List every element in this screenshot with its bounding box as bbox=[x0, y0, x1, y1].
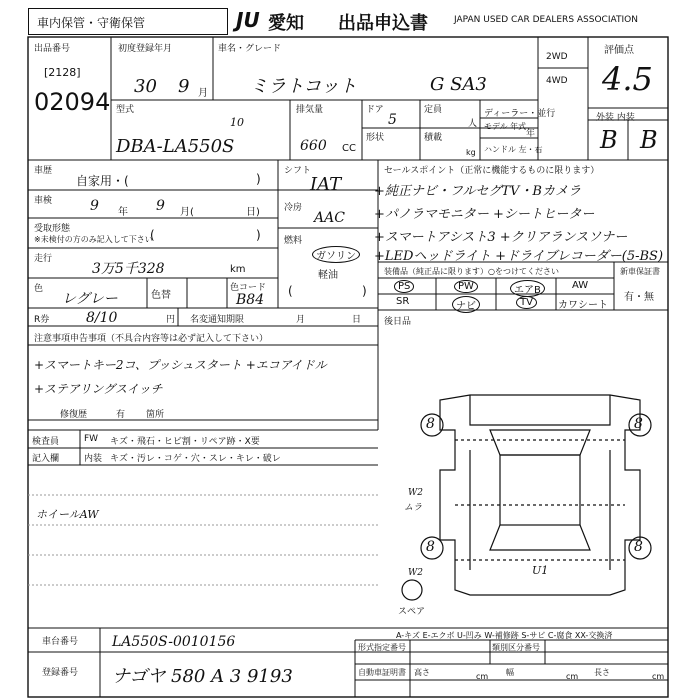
mileage-label: 走行 bbox=[34, 254, 53, 264]
selling-line: +純正ナビ・フルセグTV・Bカメラ bbox=[374, 184, 581, 199]
lot-label: 出品番号 bbox=[34, 44, 71, 54]
r-ticket-label: R券 bbox=[34, 315, 50, 325]
spare-label: スペア bbox=[398, 607, 426, 617]
length-cm: cm bbox=[652, 672, 665, 681]
mileage-value: 3万5千328 bbox=[92, 261, 165, 277]
equip-airbag: エアB bbox=[510, 280, 545, 297]
inspection-label: 車検 bbox=[34, 196, 53, 206]
wheel-mark: 8 bbox=[634, 416, 643, 432]
equip-pw: PW bbox=[454, 280, 478, 293]
selling-line: +パノラマモニター +シートヒーター bbox=[374, 207, 595, 222]
model-value: DBA-LA550S bbox=[116, 136, 235, 157]
reg-number-value: ナゴヤ 580 A 3 9193 bbox=[112, 666, 293, 687]
damage-w2: W2 bbox=[408, 488, 423, 498]
fuel-gas: ガソリン bbox=[312, 246, 360, 263]
lot-number: 02094 bbox=[34, 88, 111, 116]
registration-label: 初度登録年月 bbox=[118, 44, 173, 54]
new-warranty-value: 有・無 bbox=[624, 292, 654, 303]
class-number-label: 類別区分番号 bbox=[492, 643, 540, 652]
form-close: ) bbox=[256, 228, 261, 242]
association-name: JAPAN USED CAR DEALERS ASSOCIATION bbox=[454, 15, 638, 25]
handwritten-note: ホイールAW bbox=[36, 508, 99, 521]
drive-2wd: 2WD bbox=[546, 52, 568, 62]
car-grade: G SA3 bbox=[430, 74, 487, 95]
name-change-day: 日 bbox=[352, 315, 362, 325]
inspection-year-unit: 年 bbox=[118, 207, 128, 218]
load-unit: kg bbox=[466, 148, 476, 157]
equipment-label: 装備品（純正品に限ります）○をつけてください bbox=[384, 267, 559, 276]
handle-label: ハンドル 左・右 bbox=[484, 145, 543, 154]
model-mark: 10 bbox=[230, 116, 244, 129]
damage-u1: U1 bbox=[532, 564, 549, 577]
color-change-label: 色替 bbox=[151, 290, 171, 301]
model-label: 型式 bbox=[116, 105, 135, 115]
equip-aw: AW bbox=[572, 280, 589, 291]
mileage-unit: km bbox=[230, 264, 246, 275]
certificate-label: 自動車証明書 bbox=[358, 668, 406, 677]
color-code-label: 色コード bbox=[230, 283, 267, 293]
equip-sr: SR bbox=[396, 296, 410, 307]
r-ticket-unit: 円 bbox=[166, 315, 176, 325]
color-label: 色 bbox=[34, 284, 44, 294]
width-cm: cm bbox=[566, 672, 579, 681]
later-item-label: 後日品 bbox=[384, 317, 412, 327]
displacement-unit: CC bbox=[342, 143, 356, 154]
fuel-diesel: 軽油 bbox=[318, 270, 338, 281]
storage-label: 車内保管・守衛保管 bbox=[37, 16, 146, 30]
notes-label: 注意事項申告事項（不具合内容等は必ず記入して下さい） bbox=[34, 334, 269, 344]
displacement-value: 660 bbox=[300, 138, 327, 154]
doors-value: 5 bbox=[388, 112, 397, 128]
org-name: 愛知 bbox=[268, 13, 304, 34]
model-year-label: モデル 年式 bbox=[484, 122, 527, 131]
height-cm: cm bbox=[476, 672, 489, 681]
name-change-label: 名変通知期限 bbox=[190, 315, 245, 325]
form-note: ※未検付の方のみ記入して下さい bbox=[34, 235, 153, 244]
lot-sub-number: [2128] bbox=[44, 66, 81, 79]
reg-number-label: 登録番号 bbox=[42, 668, 79, 678]
wheel-mark: 8 bbox=[426, 416, 435, 432]
registration-month: 9 bbox=[178, 76, 190, 97]
height-label: 高さ bbox=[414, 668, 430, 677]
repair-label: 修復歴 bbox=[60, 410, 88, 420]
car-name: ミラトコット bbox=[250, 76, 357, 97]
registration-month-unit: 月 bbox=[198, 88, 208, 99]
equip-ps: PS bbox=[394, 280, 414, 293]
car-name-label: 車名・グレード bbox=[218, 44, 282, 54]
fuel-open: ( bbox=[288, 284, 293, 298]
doors-label: ドア bbox=[366, 105, 384, 115]
damage-mura: ムラ bbox=[404, 503, 423, 513]
inspector-entry-label: 記入欄 bbox=[32, 454, 60, 464]
ext-int-label: 外装 内装 bbox=[596, 113, 635, 123]
load-label: 積載 bbox=[424, 133, 443, 143]
wheel-mark: 8 bbox=[426, 539, 435, 555]
fuel-close: ) bbox=[362, 284, 367, 298]
ju-logo-icon: JU bbox=[236, 8, 260, 32]
selling-line: +スマートアシスト3 +クリアランスソナー bbox=[374, 230, 628, 245]
r-ticket-value: 8/10 bbox=[86, 310, 118, 326]
wheel-mark: 8 bbox=[634, 539, 643, 555]
model-year-unit: 年 bbox=[526, 129, 536, 139]
inspector-interior-label: 内装 bbox=[84, 454, 103, 464]
specified-number-label: 形式指定番号 bbox=[358, 643, 406, 652]
history-close: ) bbox=[256, 172, 261, 186]
inspector-label: 検査員 bbox=[32, 437, 60, 447]
drive-4wd: 4WD bbox=[546, 76, 568, 86]
length-label: 長さ bbox=[594, 668, 610, 677]
equip-seat: カワシート bbox=[558, 300, 608, 311]
ac-value: AAC bbox=[314, 210, 345, 226]
shift-label: シフト bbox=[284, 166, 312, 176]
ac-label: 冷房 bbox=[284, 203, 303, 213]
form-label: 受取形態 bbox=[34, 224, 71, 234]
damage-w2-lower: W2 bbox=[408, 568, 423, 578]
dealer-label: ディーラー・並行 bbox=[484, 109, 556, 119]
notes-line: +ステアリングスイッチ bbox=[34, 382, 163, 396]
color-code: B84 bbox=[236, 292, 265, 308]
inspection-month: 9 bbox=[156, 198, 165, 214]
registration-year: 30 bbox=[134, 76, 157, 97]
repair-unit: 箇所 bbox=[146, 410, 165, 420]
inspection-month-unit: 月( bbox=[180, 207, 194, 218]
form-open: ( bbox=[150, 228, 155, 242]
selling-line: +LEDヘッドライト +ドライブレコーダー(5-BS) bbox=[374, 249, 664, 264]
fuel-label: 燃料 bbox=[284, 236, 303, 246]
new-warranty-label: 新車保証書 bbox=[620, 267, 660, 276]
shape-label: 形状 bbox=[366, 133, 385, 143]
form-title: 出品申込書 bbox=[338, 13, 428, 34]
shift-value: IAT bbox=[310, 174, 342, 195]
color-value: レグレー bbox=[62, 291, 118, 307]
exterior-grade: B bbox=[600, 126, 618, 154]
score-value: 4.5 bbox=[602, 60, 653, 98]
capacity-label: 定員 bbox=[424, 105, 443, 115]
history-value: 自家用・( bbox=[76, 174, 129, 188]
inspector-interior-items: キズ・汚レ・コゲ・穴・スレ・キレ・破レ bbox=[110, 454, 281, 464]
width-label: 幅 bbox=[506, 668, 514, 677]
inspector-fw-label: FW bbox=[84, 434, 99, 444]
history-label: 車歴 bbox=[34, 166, 53, 176]
inspection-year: 9 bbox=[90, 198, 99, 214]
inspection-day-unit: 日) bbox=[246, 207, 260, 218]
displacement-label: 排気量 bbox=[296, 105, 324, 115]
chassis-label: 車台番号 bbox=[42, 637, 79, 647]
name-change-month: 月 bbox=[296, 315, 306, 325]
selling-label: セールスポイント（正常に機能するものに限ります） bbox=[384, 166, 600, 176]
capacity-unit: 人 bbox=[468, 119, 478, 129]
interior-grade: B bbox=[640, 126, 658, 154]
score-label: 評価点 bbox=[604, 45, 634, 56]
repair-value: 有 bbox=[116, 410, 126, 420]
equip-tv: TV bbox=[516, 296, 537, 309]
damage-legend: A-キズ E-エクボ U-凹み W-補修跡 S-サビ C-腐食 XX-交換済 bbox=[396, 631, 613, 640]
inspector-fw-items: キズ・飛石・ヒビ割・リペア跡・X要 bbox=[110, 437, 260, 447]
equip-navi: ナビ bbox=[452, 296, 480, 313]
chassis-value: LA550S-0010156 bbox=[112, 634, 236, 650]
notes-line: +スマートキー2コ、プッシュスタート +エコアイドル bbox=[34, 358, 327, 372]
